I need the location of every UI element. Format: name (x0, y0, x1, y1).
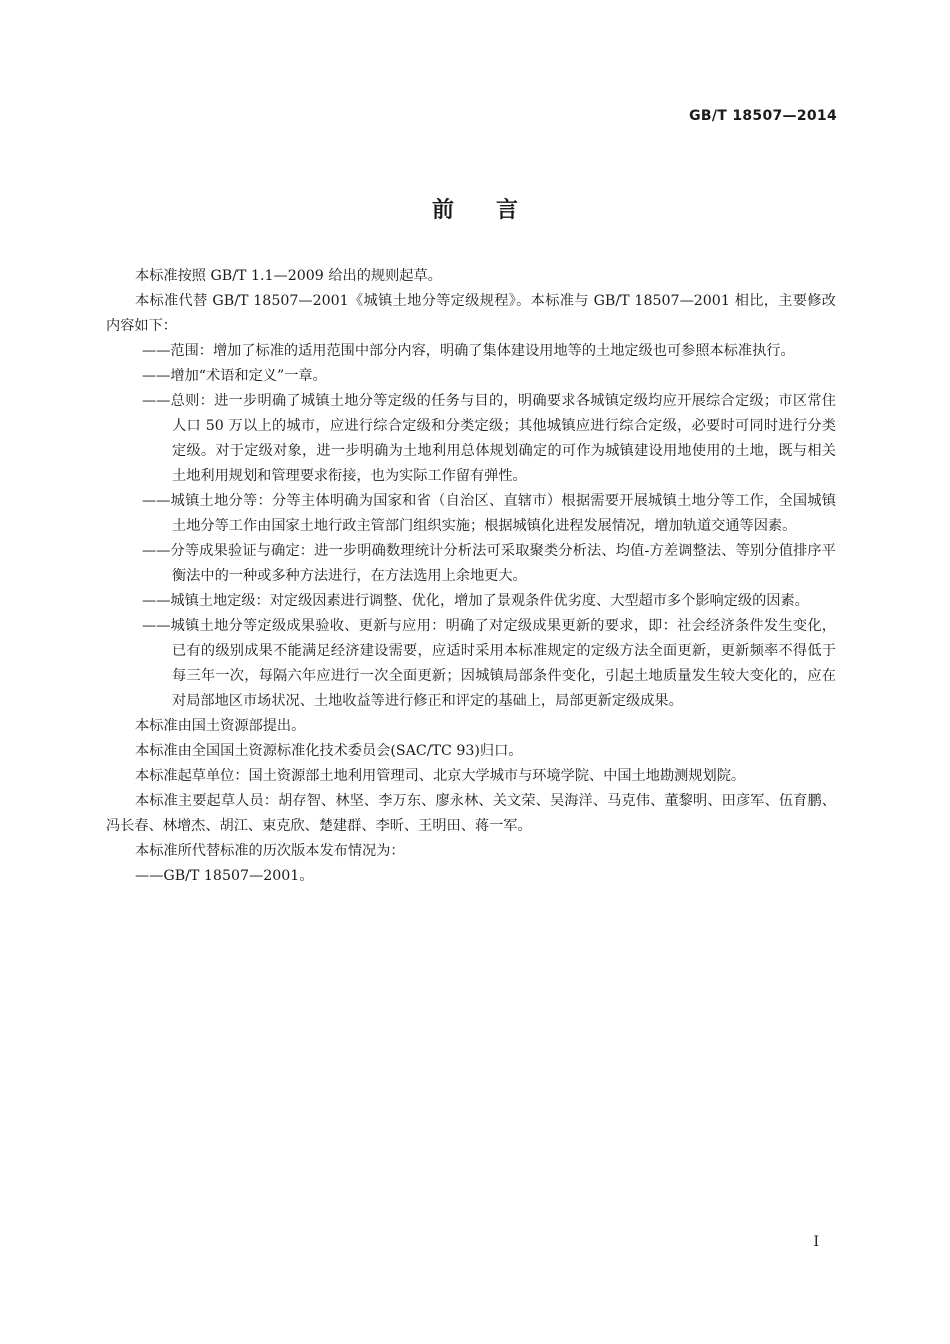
paragraph: 本标准由全国国土资源标准化技术委员会(SAC/TC 93)归口。 (135, 743, 523, 759)
list-item: ——城镇土地分等定级成果验收、更新与应用：明确了对定级成果更新的要求，即：社会经济条件发生变化，已有的级别成果不能满足经济建设需要，应适时采用本标准规定的定级方法全面更新，更新频率不得低于每三年一次，每隔六年应进行一次全面更新；因城镇局部条件变化，引起土地质量发生较大变化的，应在对局部地区市场状况、土地收益等进行修正和评定的基础上，局部更新定级成果。 (142, 618, 836, 709)
list-item: ——增加“术语和定义”一章。 (142, 368, 327, 384)
foreword-body (106, 264, 836, 889)
list-item: ——分等成果验证与确定：进一步明确数理统计分析法可采取聚类分析法、均值-方差调整法、等别分值排序平衡法中的一种或多种方法进行，在方法选用上余地更大。 (142, 543, 836, 584)
paragraph: 本标准由国土资源部提出。 (135, 718, 306, 734)
paragraph: 本标准代替 GB/T 18507—2001《城镇土地分等定级规程》。本标准与 GB/T 18507—2001 相比，主要修改内容如下： (106, 293, 836, 334)
list-item: ——城镇土地定级：对定级因素进行调整、优化，增加了景观条件优劣度、大型超市多个影响定级的因素。 (142, 593, 809, 609)
list-item: ——GB/T 18507—2001。 (135, 868, 314, 884)
paragraph: 本标准起草单位：国土资源部土地利用管理司、北京大学城市与环境学院、中国土地勘测规划院。 (135, 768, 746, 784)
page-title: 前言 (431, 198, 560, 223)
list-item: ——范围：增加了标准的适用范围中部分内容，明确了集体建设用地等的土地定级也可参照本标准执行。 (142, 343, 795, 359)
paragraph: 本标准所代替标准的历次版本发布情况为： (135, 843, 405, 859)
list-item: ——城镇土地分等：分等主体明确为国家和省（自治区、直辖市）根据需要开展城镇土地分等工作，全国城镇土地分等工作由国家土地行政主管部门组织实施；根据城镇化进程发展情况，增加轨道交通等因素。 (142, 493, 836, 534)
paragraph: 本标准主要起草人员：胡存智、林坚、李万东、廖永林、关文荣、吴海洋、马克伟、董黎明、田彦军、伍育鹏、冯长春、林增杰、胡江、束克欣、楚建群、李昕、王明田、蒋一军。 (106, 793, 836, 834)
standard-code: GB/T 18507—2014 (689, 108, 837, 124)
list-item: ——总则：进一步明确了城镇土地分等定级的任务与目的，明确要求各城镇定级均应开展综合定级；市区常住人口 50 万以上的城市，应进行综合定级和分类定级；其他城镇应进行综合定级，必要时可同时进行分类定级。对于定级对象，进一步明确为土地利用总体规划确定的可作为城镇建设用地使用的土地，既与相关土地利用规划和管理要求衔接，也为实际工作留有弹性。 (142, 393, 836, 484)
paragraph: 本标准按照 GB/T 1.1—2009 给出的规则起草。 (135, 268, 442, 284)
page-number: I (813, 1234, 819, 1250)
